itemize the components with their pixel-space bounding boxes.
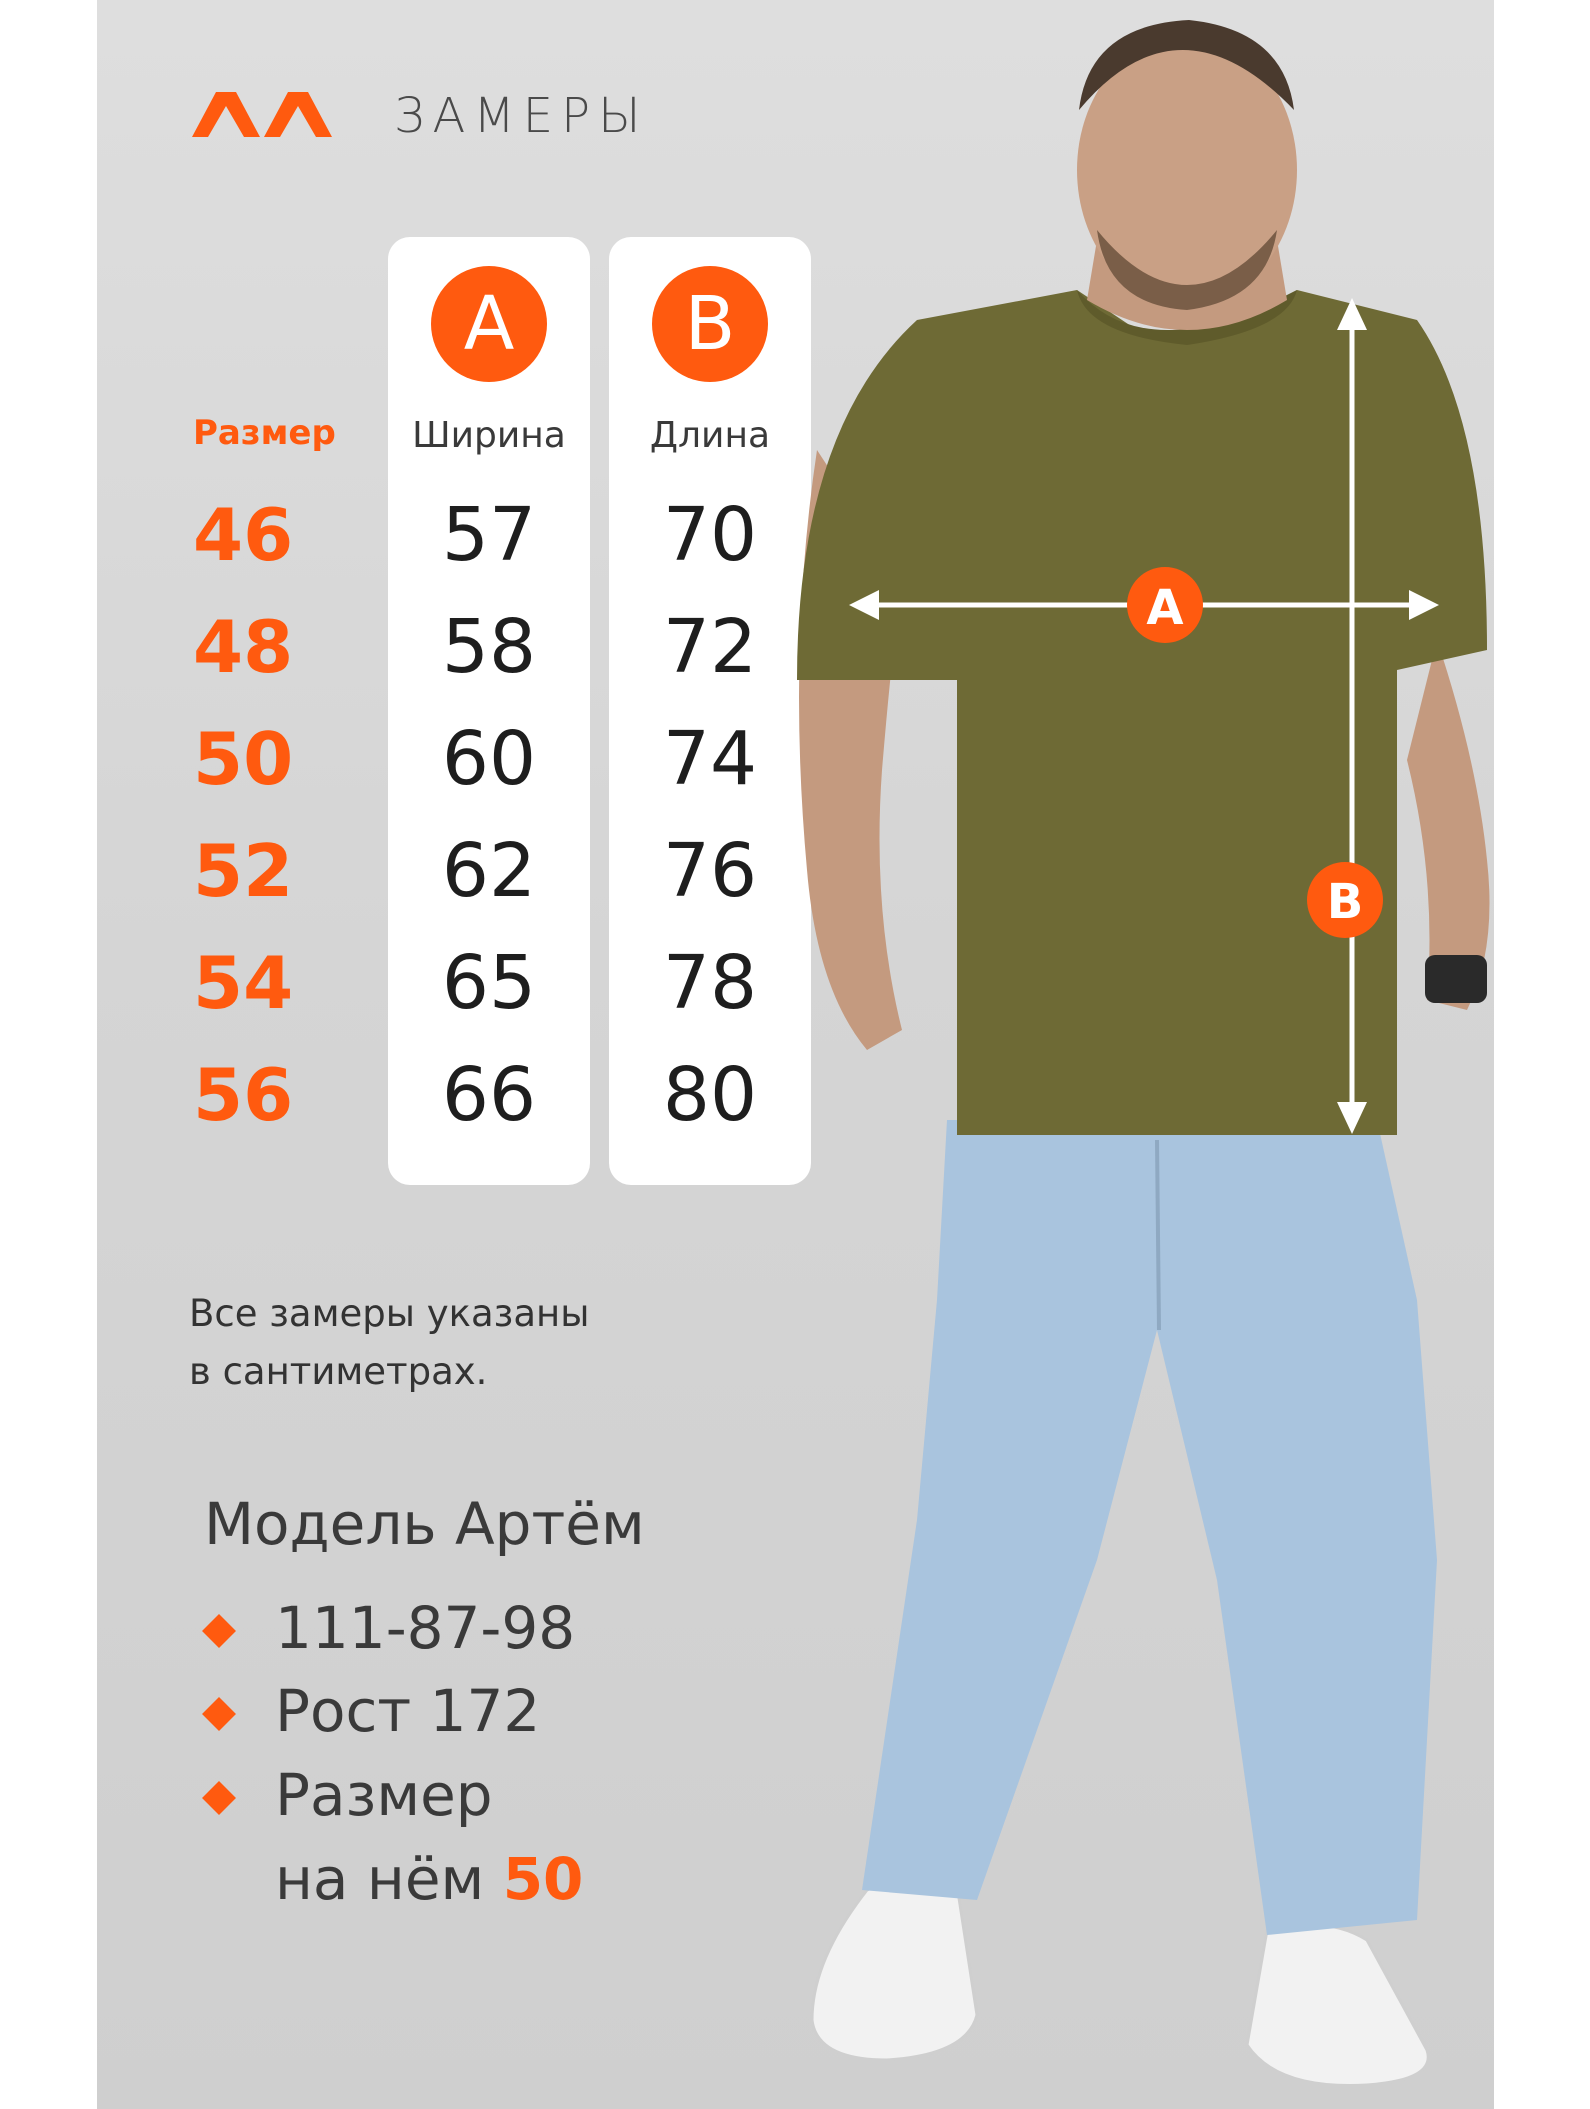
model-photo-icon bbox=[797, 0, 1494, 2109]
model-size-label: Размер bbox=[275, 1761, 493, 1829]
width-column bbox=[388, 237, 590, 1185]
length-value: 80 bbox=[662, 1052, 758, 1138]
length-value: 74 bbox=[662, 716, 758, 802]
size-value: 54 bbox=[193, 941, 294, 1025]
brand-logo-icon bbox=[192, 92, 332, 137]
page-title: ЗАМЕРЫ bbox=[394, 88, 649, 144]
size-value: 50 bbox=[193, 717, 294, 801]
length-column-header: Длина bbox=[649, 415, 771, 456]
length-value: 70 bbox=[662, 492, 758, 578]
length-value: 76 bbox=[662, 828, 758, 914]
note-line: Все замеры указаны bbox=[189, 1292, 590, 1335]
width-value: 65 bbox=[441, 940, 537, 1026]
width-value: 57 bbox=[441, 492, 537, 578]
width-column-header: Ширина bbox=[412, 415, 566, 456]
length-column bbox=[609, 237, 811, 1185]
column-badge-a: A bbox=[431, 266, 547, 382]
model-name: Модель Артём bbox=[204, 1490, 645, 1558]
width-value: 58 bbox=[441, 604, 537, 690]
model-size-line bbox=[275, 1845, 583, 1913]
model-height: Рост 172 bbox=[275, 1677, 541, 1745]
marker-b-label: B bbox=[1326, 874, 1364, 930]
column-badge-b: B bbox=[652, 266, 768, 382]
length-value: 72 bbox=[662, 604, 758, 690]
bullet-diamond-icon bbox=[202, 1781, 236, 1815]
model-size-value: 50 bbox=[502, 1845, 584, 1913]
bullet-diamond-icon bbox=[202, 1697, 236, 1731]
width-value: 60 bbox=[441, 716, 537, 802]
marker-a-label: A bbox=[1146, 580, 1184, 636]
model-params: 111-87-98 bbox=[275, 1594, 576, 1662]
measurement-note bbox=[189, 1285, 589, 1401]
note-line: в сантиметрах. bbox=[189, 1350, 488, 1393]
length-value: 78 bbox=[662, 940, 758, 1026]
size-value: 48 bbox=[193, 605, 294, 689]
bullet-diamond-icon bbox=[202, 1614, 236, 1648]
size-value: 46 bbox=[193, 493, 294, 577]
size-value: 52 bbox=[193, 829, 294, 913]
size-column-header: Размер bbox=[193, 413, 336, 453]
width-value: 66 bbox=[441, 1052, 537, 1138]
model-size-label: на нём bbox=[275, 1845, 485, 1913]
width-value: 62 bbox=[441, 828, 537, 914]
size-value: 56 bbox=[193, 1053, 294, 1137]
size-chart-card bbox=[97, 0, 1494, 2109]
